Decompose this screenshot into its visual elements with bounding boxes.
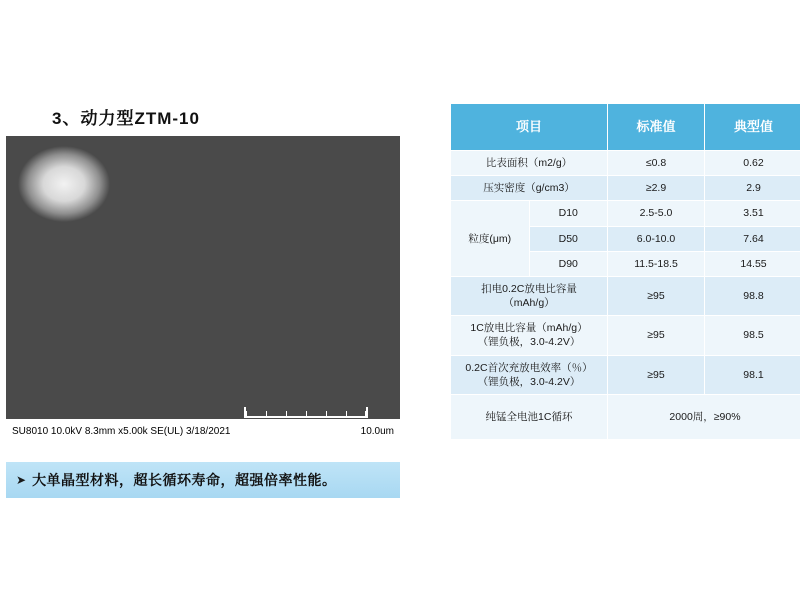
row-typical: 2.9 — [705, 176, 800, 201]
table-row — [451, 176, 800, 201]
highlight-callout — [6, 462, 400, 498]
row-sub-label: D90 — [529, 251, 608, 276]
header-item: 项目 — [451, 104, 608, 151]
row-typical: 98.1 — [705, 355, 800, 394]
row-item-line2: （mAh/g） — [503, 297, 555, 310]
sem-info-text: SU8010 10.0kV 8.3mm x5.00k SE(UL) 3/18/2021 — [12, 426, 231, 437]
page-title: 3、动力型ZTM-10 — [52, 109, 200, 128]
row-item: 比表面积（m2/g） — [451, 151, 608, 176]
row-standard: 2.5-5.0 — [608, 201, 705, 226]
row-typical: 98.8 — [705, 276, 800, 315]
sem-particles-texture — [6, 136, 400, 444]
sem-micrograph-image — [6, 136, 400, 444]
scale-bar-ticks — [244, 407, 368, 418]
row-item-line2: （锂负极，3.0-4.2V） — [477, 375, 581, 388]
row-group-label: 粒度(μm) — [451, 201, 530, 277]
header-typical: 典型值 — [705, 104, 800, 151]
table-row — [451, 201, 800, 226]
table-row — [451, 316, 800, 355]
row-standard: ≥2.9 — [608, 176, 705, 201]
spec-table — [450, 103, 800, 440]
row-typical: 14.55 — [705, 251, 800, 276]
row-item — [451, 355, 608, 394]
table-row — [451, 151, 800, 176]
row-item-line2: （锂负极，3.0-4.2V） — [477, 336, 581, 349]
row-item — [451, 276, 608, 315]
sem-scale-label: 10.0um — [360, 426, 394, 437]
row-typical: 3.51 — [705, 201, 800, 226]
spec-table-container — [450, 103, 787, 440]
table-row — [451, 276, 800, 315]
row-standard: ≥95 — [608, 316, 705, 355]
row-standard: ≥95 — [608, 355, 705, 394]
footer-item: 纯锰全电池1C循环 — [451, 394, 608, 439]
arrow-right-icon: ➤ — [16, 473, 27, 487]
row-standard: 11.5-18.5 — [608, 251, 705, 276]
row-item-line1: 1C放电比容量（mAh/g） — [470, 322, 588, 335]
row-typical: 7.64 — [705, 226, 800, 251]
row-item: 压实密度（g/cm3） — [451, 176, 608, 201]
sem-info-bar — [6, 419, 400, 444]
table-header-row — [451, 104, 800, 151]
row-standard: ≤0.8 — [608, 151, 705, 176]
row-typical: 0.62 — [705, 151, 800, 176]
row-sub-label: D10 — [529, 201, 608, 226]
row-item-line1: 扣电0.2C放电比容量 — [481, 282, 577, 295]
footer-value: 2000周，≥90% — [608, 394, 800, 439]
row-sub-label: D50 — [529, 226, 608, 251]
table-row — [451, 355, 800, 394]
table-footer-row — [451, 394, 800, 439]
row-standard: ≥95 — [608, 276, 705, 315]
header-standard: 标准值 — [608, 104, 705, 151]
highlight-text: 大单晶型材料，超长循环寿命，超强倍率性能。 — [32, 472, 337, 488]
row-standard: 6.0-10.0 — [608, 226, 705, 251]
row-item-line1: 0.2C首次充放电效率（％） — [465, 361, 593, 374]
row-typical: 98.5 — [705, 316, 800, 355]
row-item — [451, 316, 608, 355]
